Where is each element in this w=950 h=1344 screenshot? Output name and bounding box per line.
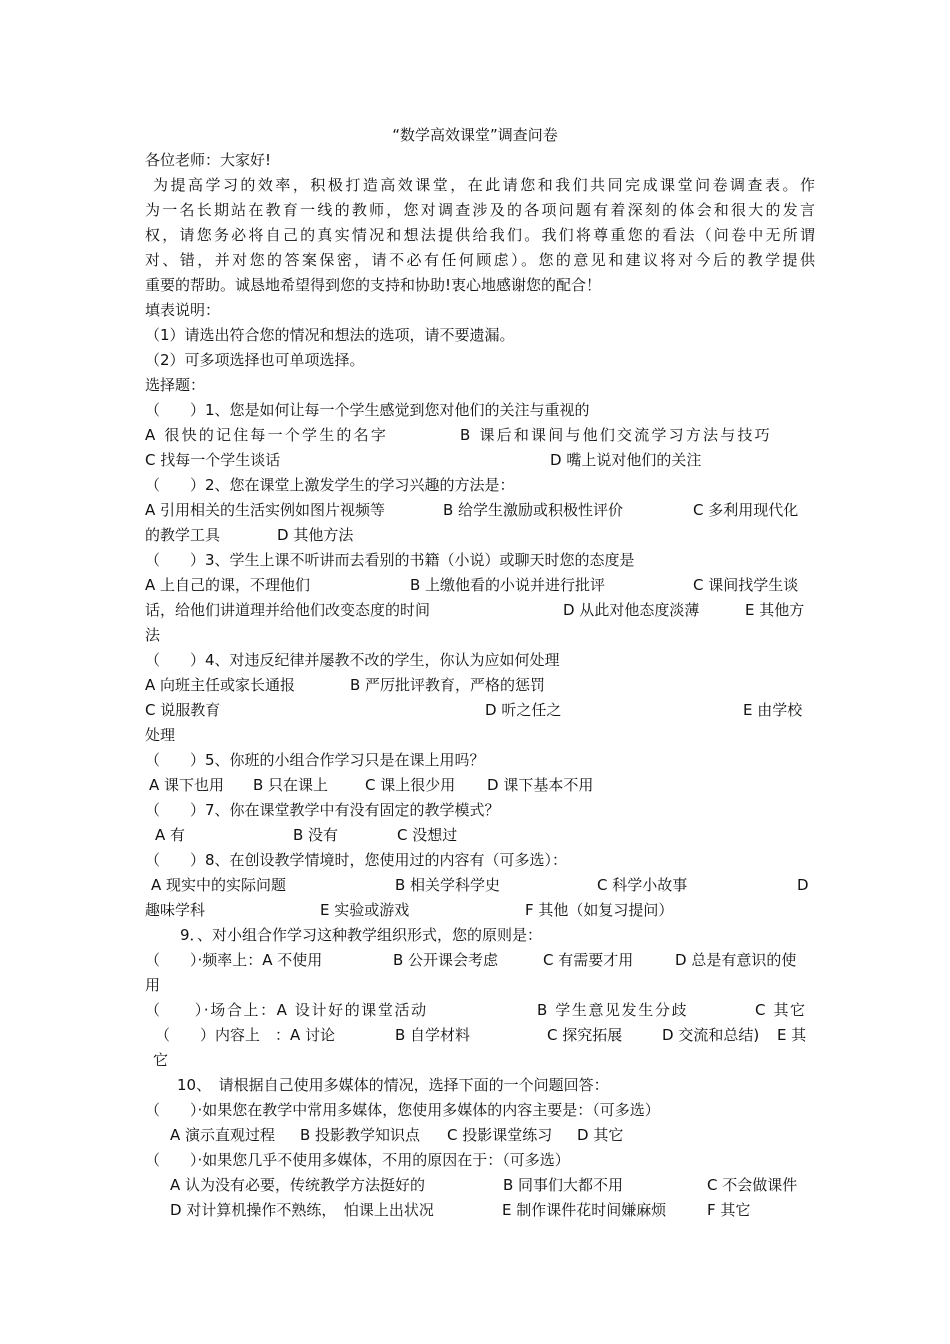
option-d: D 其他方法 — [277, 526, 354, 544]
option-e: E 实验或游戏 — [320, 901, 410, 919]
option-b: B 没有 — [293, 826, 339, 844]
question-10-options — [145, 1123, 815, 1148]
question-4-options — [145, 673, 815, 698]
question-4-options — [145, 698, 815, 723]
question-3-options — [145, 573, 815, 598]
question-10-options — [145, 1198, 815, 1223]
option-a: A 向班主任或家长通报 — [145, 676, 296, 694]
option-e: E 其 — [777, 1026, 807, 1044]
option-e-cont: 处理 — [145, 726, 176, 744]
option-b: B 给学生激励或积极性评价 — [443, 501, 624, 519]
question-3-stem: （ ）3、学生上课不听讲而去看别的书籍（小说）或聊天时您的态度是 — [145, 551, 635, 569]
option-e: E 制作课件花时间嫌麻烦 — [502, 1201, 667, 1219]
question-7-stem: （ ）7、你在课堂教学中有没有固定的教学模式？ — [145, 801, 500, 819]
option-a: A 有 — [155, 826, 186, 844]
option-e-cont: 法 — [145, 626, 161, 644]
question-10-stem: 10、 请根据自己使用多媒体的情况，选择下面的一个问题回答： — [177, 1076, 609, 1094]
question-2-stem: （ ）2、您在课堂上激发学生的学习兴趣的方法是： — [145, 476, 515, 494]
question-8-options — [145, 873, 815, 898]
option-c: C 说服教育 — [145, 701, 221, 719]
option-d-cont: 用 — [145, 976, 161, 994]
question-8-stem: （ ）8、在创设教学情境时，您使用过的内容有（可多选）： — [145, 851, 568, 869]
option-d: D — [797, 876, 809, 894]
question-9-stem: 9．、对小组合作学习这种教学组织形式，您的原则是： — [180, 926, 543, 944]
option-e-cont: 它 — [153, 1051, 169, 1069]
option-a: A 很快的记住每一个学生的名字 — [145, 426, 389, 444]
question-2-options — [145, 523, 815, 548]
option-c: C 没想过 — [397, 826, 458, 844]
intro-line: 权，请您务必将自己的真实情况和想法提供给我们。我们将尊重您的看法（问卷中无所谓 — [145, 226, 815, 244]
intro-line: 重要的帮助。诚恳地希望得到您的支持和协助!衷心地感谢您的配合！ — [145, 276, 602, 294]
question-10-frequent-use: （ ）·如果您在教学中常用多媒体，您使用多媒体的内容主要是：（可多选） — [145, 1101, 660, 1119]
question-3-options — [145, 598, 815, 623]
question-9-row — [145, 998, 815, 1023]
option-d: D 课下基本不用 — [487, 776, 594, 794]
question-2-options — [145, 498, 815, 523]
question-5-stem: （ ）5、你班的小组合作学习只是在课上用吗？ — [145, 751, 485, 769]
option-c: C 多利用现代化 — [693, 501, 799, 519]
option-d: D 对计算机操作不熟练， 怕课上出状况 — [170, 1201, 434, 1219]
question-9-content: （ ）内容上 ：A 讨论 — [155, 1026, 336, 1044]
option-c: C 课间找学生谈 — [693, 576, 799, 594]
option-b: B 相关学科学史 — [395, 876, 501, 894]
option-d: D 嘴上说对他们的关注 — [550, 451, 702, 469]
question-9-frequency: （ ）·频率上：A 不使用 — [145, 951, 323, 969]
option-c-cont: 话，给他们讲道理并给他们改变态度的时间 — [145, 601, 431, 619]
option-b: B 上缴他看的小说并进行批评 — [410, 576, 606, 594]
question-9-row — [145, 1023, 815, 1048]
option-c: C 科学小故事 — [597, 876, 688, 894]
option-b: B 严厉批评教育，严格的惩罚 — [350, 676, 546, 694]
option-b: B 学生意见发生分歧 — [537, 1001, 689, 1019]
question-10-rare-use: （ ）·如果您几乎不使用多媒体，不用的原因在于：（可多选） — [145, 1151, 570, 1169]
intro-line: 对、错，并对您的答案保密，请不必有任何顾虑）。您的意见和建议将对今后的教学提供 — [145, 251, 815, 269]
option-a: A 认为没有必要，传统教学方法挺好的 — [170, 1176, 426, 1194]
option-d: D 从此对他态度淡薄 — [563, 601, 700, 619]
option-d: D 听之任之 — [485, 701, 562, 719]
option-f: F 其他（如复习提问） — [525, 901, 674, 919]
option-d-cont: 趣味学科 — [145, 901, 206, 919]
intro-line: 为提高学习的效率，积极打造高效课堂，在此请您和我们共同完成课堂问卷调查表。作 — [153, 176, 815, 194]
option-e: E 由学校 — [743, 701, 803, 719]
option-d: D 总是有意识的使 — [675, 951, 797, 969]
question-7-options — [145, 823, 815, 848]
instruction-item: （2）可多项选择也可单项选择。 — [145, 351, 365, 369]
option-b: B 课后和课间与他们交流学习方法与技巧 — [460, 426, 772, 444]
option-c: C 其它 — [755, 1001, 807, 1019]
option-d: D 交流和总结) — [662, 1026, 760, 1044]
option-c: C 探究拓展 — [547, 1026, 623, 1044]
page-title: “数学高效课堂”调查问卷 — [392, 126, 558, 144]
question-1-stem: （ ）1、您是如何让每一个学生感觉到您对他们的关注与重视的 — [145, 401, 590, 419]
option-b: B 只在课上 — [253, 776, 329, 794]
question-8-options — [145, 898, 815, 923]
option-a: A 演示直观过程 — [170, 1126, 276, 1144]
option-c: C 有需要才用 — [543, 951, 634, 969]
option-d: D 其它 — [577, 1126, 624, 1144]
question-1-options — [145, 448, 815, 473]
question-1-options — [145, 423, 815, 448]
question-4-stem: （ ）4、对违反纪律并屡教不改的学生，你认为应如何处理 — [145, 651, 560, 669]
greeting: 各位老师：大家好! — [145, 151, 272, 169]
intro-line: 为一名长期站在教育一线的教师，您对调查涉及的各项问题有着深刻的体会和很大的发言 — [145, 201, 815, 219]
option-c: C 课上很少用 — [365, 776, 456, 794]
question-10-options — [145, 1173, 815, 1198]
option-c: C 投影课堂练习 — [447, 1126, 553, 1144]
option-c-cont: 的教学工具 — [145, 526, 221, 544]
option-f: F 其它 — [707, 1201, 751, 1219]
instructions-heading: 填表说明： — [145, 301, 221, 319]
option-a: A 上自己的课，不理他们 — [145, 576, 311, 594]
question-9-setting: （ ）·场合上：A 设计好的课堂活动 — [145, 1001, 428, 1019]
option-a: A 引用相关的生活实例如图片视频等 — [145, 501, 386, 519]
option-b: B 公开课会考虑 — [393, 951, 499, 969]
option-a: A 课下也用 — [149, 776, 225, 794]
option-a: A 现实中的实际问题 — [151, 876, 287, 894]
option-b: B 同事们大都不用 — [503, 1176, 624, 1194]
section-heading: 选择题： — [145, 376, 206, 394]
option-e: E 其他方 — [745, 601, 805, 619]
instruction-item: （1）请选出符合您的情况和想法的选项，请不要遗漏。 — [145, 326, 515, 344]
question-9-row — [145, 948, 815, 973]
option-c: C 不会做课件 — [707, 1176, 798, 1194]
option-b: B 投影教学知识点 — [300, 1126, 421, 1144]
option-b: B 自学材料 — [395, 1026, 471, 1044]
option-c: C 找每一个学生谈话 — [145, 451, 281, 469]
question-5-options — [145, 773, 815, 798]
